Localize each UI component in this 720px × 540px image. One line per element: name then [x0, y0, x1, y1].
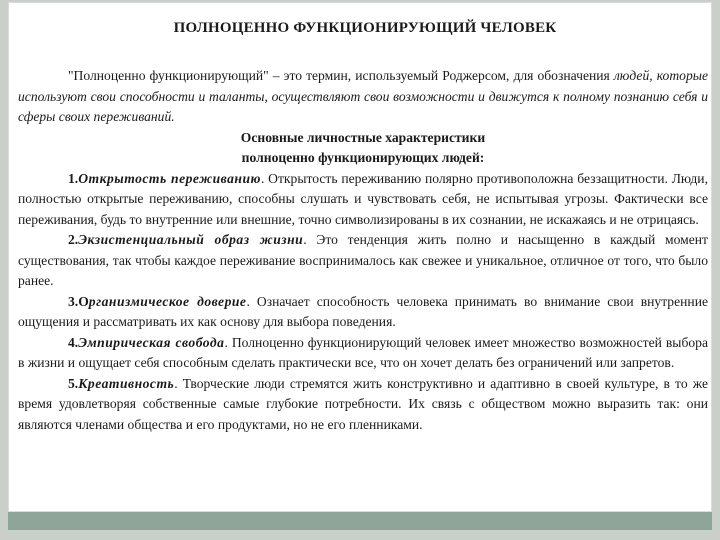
subheading-line-1: Основные личностные характеристики	[240, 129, 486, 145]
intro-lead: "Полноценно функционирующий" – это термин, используемый Роджерсом, для обозначения	[68, 68, 610, 83]
slide-page	[8, 2, 712, 512]
page-title: ПОЛНОЦЕННО ФУНКЦИОНИРУЮЩИЙ ЧЕЛОВЕК	[173, 20, 557, 36]
item-text: . Это тенденция жить полно и насыщенно в каждый момент существования, так чтобы каждое переживание воспринималось как свежее и уникальное, отличное от того, что было ранее.	[18, 232, 708, 288]
list-item	[18, 169, 708, 231]
subheading-line-2: полноценно функционирующих людей:	[241, 150, 485, 165]
item-number: 2.	[68, 232, 79, 247]
list-item	[18, 374, 708, 436]
list-item	[18, 292, 708, 333]
item-title: Эмпирическая свобода	[78, 334, 225, 350]
item-title: рганизмическое доверие	[88, 293, 247, 309]
item-number: 3.О	[68, 293, 89, 309]
list-item	[18, 333, 708, 374]
item-number: 4.	[68, 334, 79, 350]
item-text: . Полноценно функционирующий человек имеет множество возможностей выбора в жизни и ощущает себя способным сделать практически все, что он хочет делать без ограничений или запретов.	[18, 334, 708, 370]
item-text: . Открытость переживанию полярно противоположна беззащитности. Люди, полностью открытые переживанию, способны слушать и чувствовать себя, не испытывая угрозы. Фактически все переживания, будь то внутренние или внешние, точно символизированы в их сознании, не искажаясь и не отрицаясь.	[18, 170, 708, 227]
item-text: . Означает способность человека принимать во внимание свои внутренние ощущения и рассматривать их как основу для выбора поведения.	[18, 293, 708, 329]
item-title: Экзистенциальный образ жизни	[78, 232, 304, 247]
item-number: 5.	[68, 375, 79, 391]
list-item	[18, 230, 708, 292]
bottom-band	[8, 512, 712, 530]
item-title: Открытость переживанию	[78, 170, 261, 186]
item-number: 1.	[68, 170, 79, 186]
item-text: . Творческие люди стремятся жить конструктивно и адаптивно в своей культуре, в то же время удовлетворяя собственные самые глубокие потребности. Их связь с обществом можно выразить так: они являются членами общества и его продуктами, но не его пленниками.	[18, 375, 708, 432]
intro-italic: людей, которые используют свои способности и таланты, осуществляют свои возможности и движутся к полному познанию себя и сферы своих переживаний.	[18, 68, 708, 124]
intro-paragraph	[18, 66, 708, 128]
slide-content	[18, 66, 708, 435]
item-title: Креативность	[78, 375, 175, 391]
